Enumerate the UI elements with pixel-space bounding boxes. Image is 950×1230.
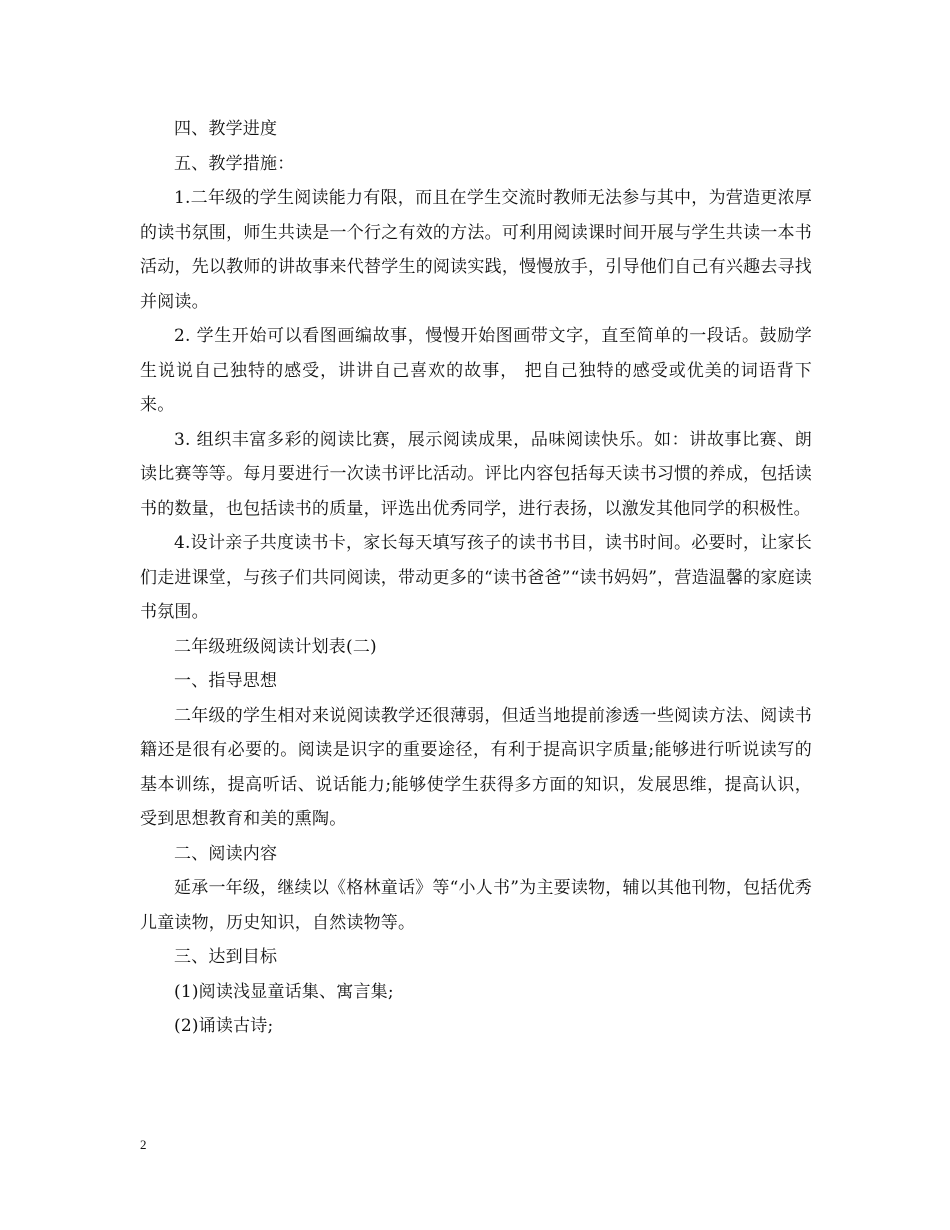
measure-paragraph-1: 1.二年级的学生阅读能力有限，而且在学生交流时教师无法参与其中，为营造更浓厚的读书氛围，师生共读是一个行之有效的方法。可利用阅读课时间开展与学生共读一本书活动，先以教师的讲故事来代替学生的阅读实践，慢慢放手，引导他们自己有兴趣去寻找并阅读。 bbox=[140, 188, 812, 312]
page-content bbox=[140, 112, 812, 1044]
section-heading-teaching-measures: 五、教学措施： bbox=[174, 153, 295, 174]
measure-paragraph-3: 3. 组织丰富多彩的阅读比赛，展示阅读成果，品味阅读快乐。如：讲故事比赛、朗读比赛等等。每月要进行一次读书评比活动。评比内容包括每天读书习惯的养成，包括读书的数量，也包括读书的质量，评选出优秀同学，进行表扬，以激发其他同学的积极性。 bbox=[140, 429, 812, 519]
measure-paragraph-4: 4.设计亲子共度读书卡，家长每天填写孩子的读书书目，读书时间。必要时，让家长们走进课堂，与孩子们共同阅读，带动更多的“读书爸爸”“读书妈妈”，营造温馨的家庭读书氛围。 bbox=[140, 533, 812, 622]
measure-paragraph-2: 2. 学生开始可以看图画编故事，慢慢开始图画带文字，直至简单的一段话。鼓励学生说说自己独特的感受，讲讲自己喜欢的故事， 把自己独特的感受或优美的词语背下来。 bbox=[140, 326, 812, 415]
goal-item-1: (1)阅读浅显童话集、寓言集; bbox=[174, 981, 394, 1002]
section-heading-goals: 三、达到目标 bbox=[174, 947, 278, 967]
page-number: 2 bbox=[140, 1137, 147, 1152]
section-heading-reading-content: 二、阅读内容 bbox=[174, 843, 278, 864]
plan-title: 二年级班级阅读计划表(二) bbox=[174, 636, 377, 657]
reading-content-paragraph: 延承一年级，继续以《格林童话》等“小人书”为主要读物，辅以其他刊物，包括优秀儿童读物，历史知识，自然读物等。 bbox=[140, 878, 812, 933]
guiding-thought-paragraph: 二年级的学生相对来说阅读教学还很薄弱，但适当地提前渗透一些阅读方法、阅读书籍还是很有必要的。阅读是识字的重要途径，有利于提高识字质量;能够进行听说读写的基本训练，提高听话、说话能力;能够使学生获得多方面的知识，发展思维，提高认识，受到思想教育和美的熏陶。 bbox=[140, 705, 812, 829]
section-heading-teaching-progress: 四、教学进度 bbox=[174, 119, 278, 139]
goal-item-2: (2)诵读古诗; bbox=[174, 1016, 274, 1036]
section-heading-guiding-thought: 一、指导思想 bbox=[174, 671, 278, 691]
